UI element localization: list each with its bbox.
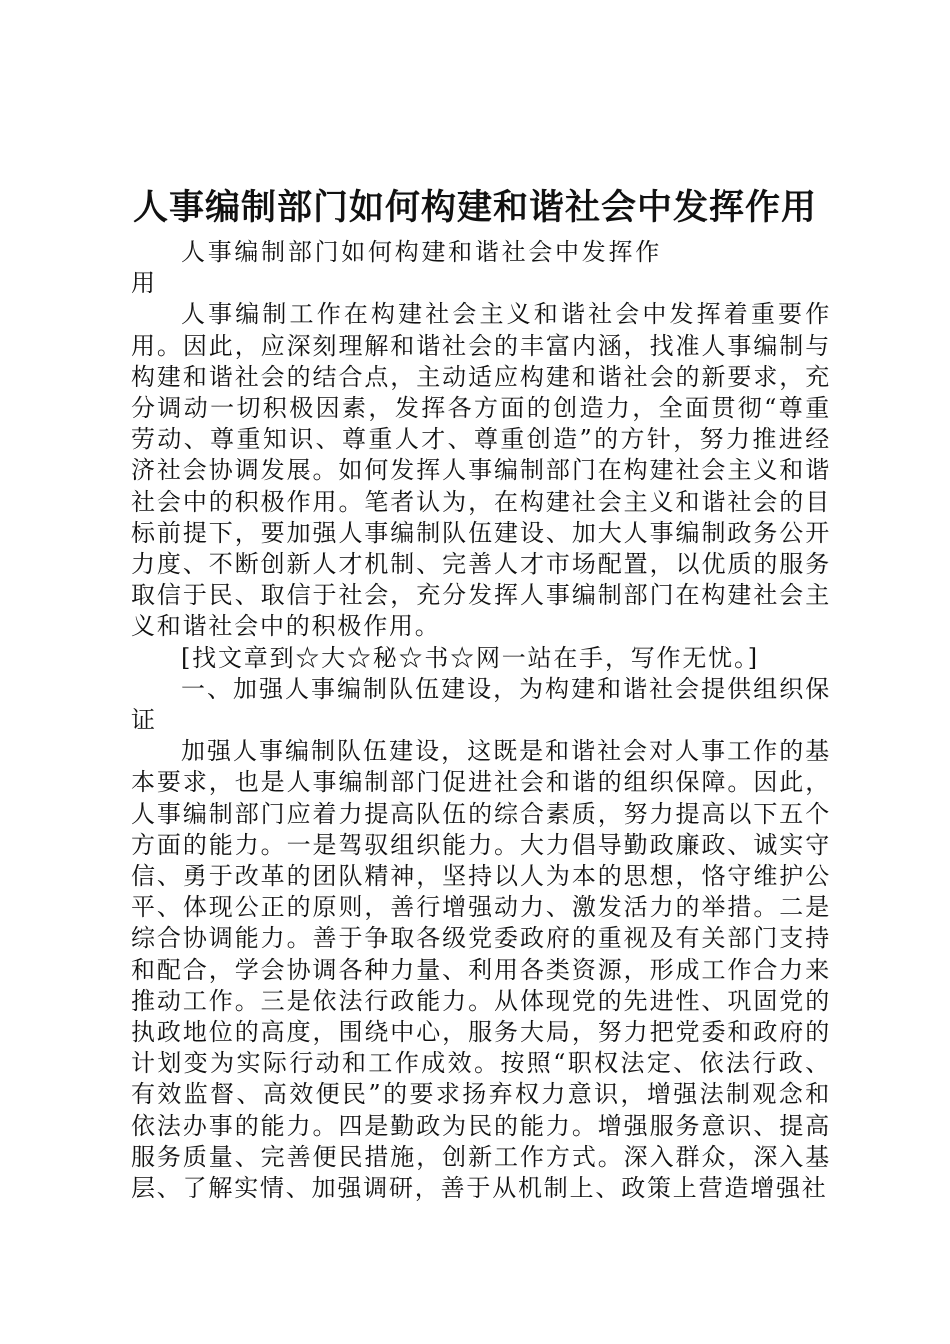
document-subtitle: 人事编制部门如何构建和谐社会中发挥作用 (131, 238, 661, 298)
document-title: 人事编制部门如何构建和谐社会中发挥作用 (132, 187, 817, 228)
intro-paragraph: 人事编制工作在构建社会主义和谐社会中发挥着重要作用。因此，应深刻理解和谐社会的丰富内涵，找准人事编制与构建和谐社会的结合点，主动适应构建和谐社会的新要求，充分调动一切积极因素，发挥各方面的创造力，全面贯彻“尊重劳动、尊重知识、尊重人才、尊重创造”的方针，努力推进经济社会协调发展。如何发挥人事编制部门在构建社会主义和谐社会中的积极作用。笔者认为，在构建社会主义和谐社会的目标前提下，要加强人事编制队伍建设、加大人事编制政务公开力度、不断创新人才机制、完善人才市场配置，以优质的服务取信于民、取信于社会，充分发挥人事编制部门在构建社会主义和谐社会中的积极作用。 (131, 300, 831, 641)
promo-notice: [找文章到☆大☆秘☆书☆网一站在手，写作无忧。] (181, 643, 759, 672)
section-heading-1: 一、加强人事编制队伍建设，为构建和谐社会提供组织保证 (131, 674, 831, 735)
document-body (131, 237, 831, 1204)
section-1-paragraph: 加强人事编制队伍建设，这既是和谐社会对人事工作的基本要求，也是人事编制部门促进社会和谐的组织保障。因此，人事编制部门应着力提高队伍的综合素质，努力提高以下五个方面的能力。一是驾驭组织能力。大力倡导勤政廉政、诚实守信、勇于改革的团队精神，坚持以人为本的思想，恪守维护公平、体现公正的原则，善行增强动力、激发活力的举措。二是综合协调能力。善于争取各级党委政府的重视及有关部门支持和配合，学会协调各种力量、利用各类资源，形成工作合力来推动工作。三是依法行政能力。从体现党的先进性、巩固党的执政地位的高度，围绕中心，服务大局，努力把党委和政府的计划变为实际行动和工作成效。按照“职权法定、依法行政、有效监督、高效便民”的要求扬弃权力意识，增强法制观念和依法办事的能力。四是勤政为民的能力。增强服务意识、提高服务质量、完善便民措施，创新工作方式。深入群众，深入基层、了解实情、加强调研，善于从机制上、政策上营造增强社 (131, 737, 831, 1203)
